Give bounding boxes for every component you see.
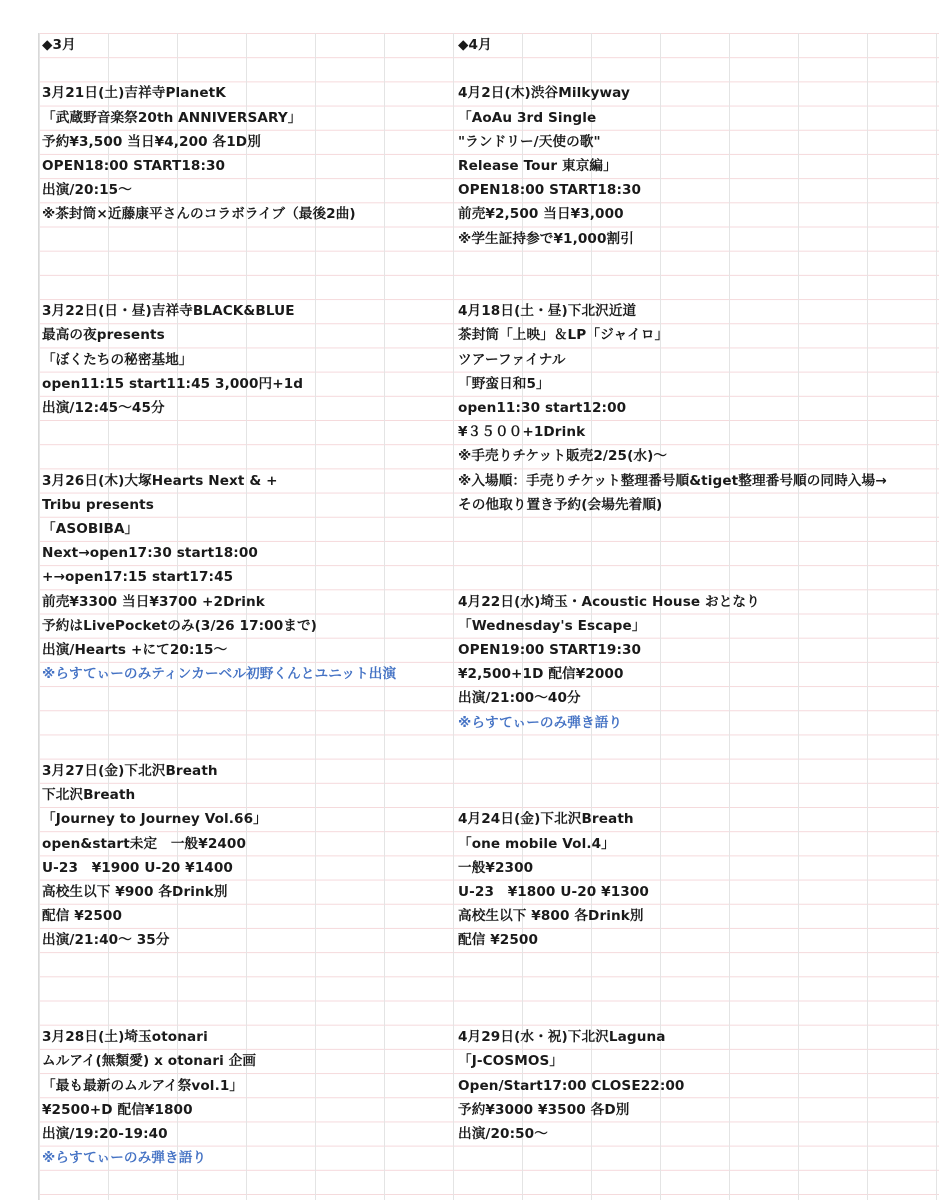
event-line: OPEN19:00 START19:30 (458, 642, 642, 658)
event-line: ※茶封筒×近藤康平さんのコラボライブ（最後2曲) (42, 206, 356, 223)
event-line: 最高の夜presents (42, 327, 165, 344)
event-line: 配信 ¥2500 (458, 932, 539, 949)
event-line: 高校生以下 ¥900 各Drink別 (42, 884, 228, 900)
event-line: OPEN18:00 START18:30 (458, 182, 642, 199)
event-line: 「J-COSMOS」 (458, 1053, 564, 1070)
event-title: 3月26日(木)大塚Hearts Next & + (42, 472, 278, 489)
event-line: 下北沢Breath (42, 787, 136, 804)
event-line: 「ぼくたちの秘密基地」 (42, 351, 193, 368)
event-line: その他取り置き予約(会場先着順) (458, 496, 663, 513)
event-line: 一般¥2300 (458, 859, 534, 876)
event-line: 「ASOBIBA」 (42, 521, 139, 537)
event-title: 3月22日(日・昼)吉祥寺BLACK&BLUE (42, 303, 295, 320)
event-title: 4月29日(水・祝)下北沢Laguna (458, 1029, 666, 1046)
event-line: 出演/19:20-19:40 (42, 1126, 168, 1142)
event-line: 「AoAu 3rd Single (458, 109, 597, 126)
event-line: Next→open17:30 start18:00 (42, 545, 258, 562)
event-line: 「最も最新のムルアイ祭vol.1」 (42, 1077, 244, 1094)
event-line: ツアーファイナル (458, 351, 566, 368)
spreadsheet-grid (38, 33, 939, 1200)
event-line: 配信 ¥2500 (42, 908, 123, 925)
event-line: ※学生証持参で¥1,000割引 (458, 230, 634, 247)
event-title: 4月22日(水)埼玉・Acoustic House おとなり (458, 593, 760, 610)
event-line: 「Journey to Journey Vol.66」 (42, 811, 267, 828)
event-line: 茶封筒「上映」＆LP「ジャイロ」 (458, 327, 669, 344)
event-line: 「Wednesday's Escape」 (458, 617, 646, 634)
event-line: 前売¥2,500 当日¥3,000 (458, 206, 624, 223)
event-line: ムルアイ(無類愛) x otonari 企画 (42, 1053, 257, 1070)
march-header: ◆3月 (42, 37, 76, 53)
event-line: OPEN18:00 START18:30 (42, 158, 226, 174)
event-line: 「one mobile Vol.4」 (458, 835, 615, 852)
event-line: ※入場順：手売りチケット整理番号順&tiget整理番号順の同時入場→ (458, 472, 887, 489)
event-line: 「野蛮日和5」 (458, 375, 550, 392)
event-title: 3月28日(土)埼玉otonari (42, 1029, 208, 1046)
event-line: open11:30 start12:00 (458, 400, 627, 416)
event-title: 3月27日(金)下北沢Breath (42, 763, 218, 779)
event-note: ※らすてぃーのみ弾き語り (458, 714, 623, 731)
event-line: ¥2500+D 配信¥1800 (42, 1101, 193, 1118)
event-line: 出演/21:00～40分 (458, 690, 581, 707)
april-header: ◆4月 (458, 37, 492, 53)
event-line: 予約はLivePocketのみ(3/26 17:00まで) (42, 617, 317, 634)
event-line: ¥３５００+1Drink (458, 424, 586, 441)
event-title: 3月21日(土)吉祥寺PlanetK (42, 85, 226, 102)
event-line: 「武蔵野音楽祭20th ANNIVERSARY」 (42, 109, 302, 126)
event-line: 出演/20:15～ (42, 182, 132, 199)
event-title: 4月18日(土・昼)下北沢近道 (458, 303, 637, 320)
event-title: 4月2日(木)渋谷Milkyway (458, 85, 630, 102)
event-line: 出演/20:50～ (458, 1126, 548, 1142)
event-line: 出演/21:40～ 35分 (42, 932, 170, 949)
event-line: U-23 ¥1900 U-20 ¥1400 (42, 859, 233, 876)
event-note: ※らすてぃーのみティンカーベル初野くんとユニット出演 (42, 666, 397, 683)
event-line: 出演/Hearts +にて20:15～ (42, 642, 228, 658)
event-line: "ランドリー/天使の歌" (458, 133, 601, 150)
event-line: 予約¥3000 ¥3500 各D別 (458, 1101, 630, 1118)
event-line: 前売¥3300 当日¥3700 +2Drink (42, 593, 265, 610)
event-line: open&start未定 一般¥2400 (42, 835, 247, 852)
event-line: Open/Start17:00 CLOSE22:00 (458, 1077, 685, 1094)
event-line: 出演/12:45～45分 (42, 400, 165, 416)
event-line: 高校生以下 ¥800 各Drink別 (458, 908, 644, 925)
event-line: Release Tour 東京編」 (458, 158, 617, 174)
event-line: 予約¥3,500 当日¥4,200 各1D別 (42, 133, 261, 150)
event-line: +→open17:15 start17:45 (42, 569, 234, 586)
event-line: U-23 ¥1800 U-20 ¥1300 (458, 884, 649, 900)
event-line: Tribu presents (42, 496, 154, 513)
event-line: open11:15 start11:45 3,000円+1d (42, 375, 304, 392)
event-note: ※らすてぃーのみ弾き語り (42, 1150, 207, 1167)
event-line: ※手売りチケット販売2/25(水)～ (458, 448, 668, 465)
event-line: ¥2,500+1D 配信¥2000 (458, 666, 624, 683)
event-title: 4月24日(金)下北沢Breath (458, 811, 634, 828)
